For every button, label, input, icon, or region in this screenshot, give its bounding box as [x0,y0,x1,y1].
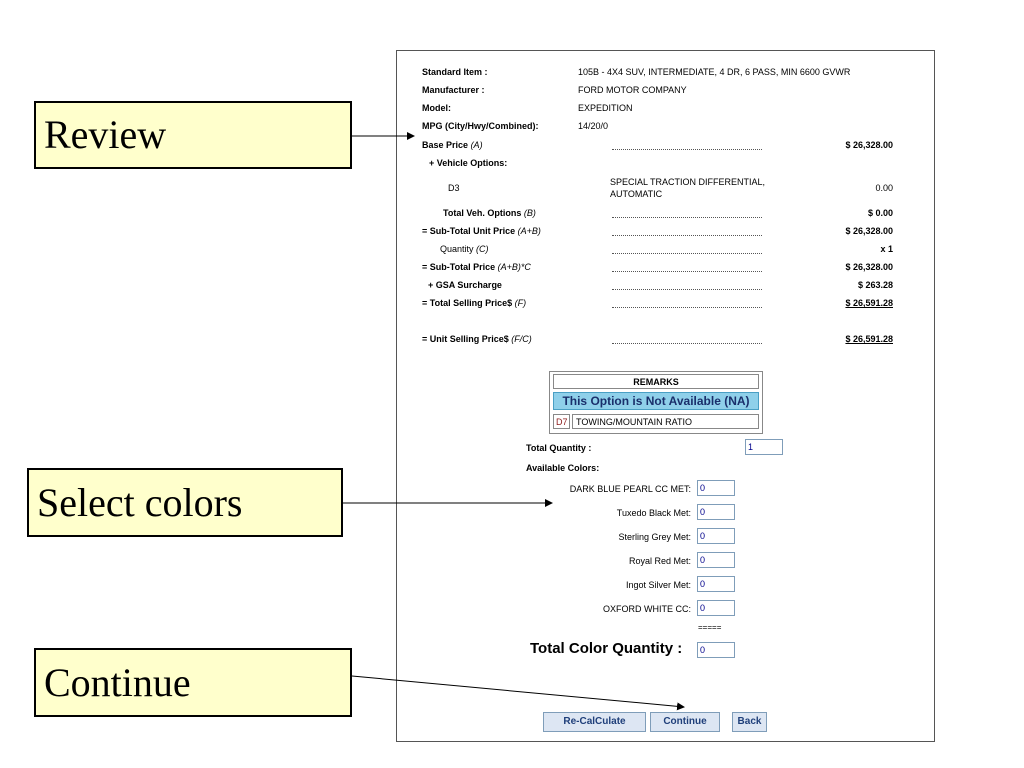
quantity-value: x 1 [880,244,893,254]
color-input-sterling-grey[interactable]: 0 [697,528,735,544]
subtotal-price-label: = Sub-Total Price (A+B)*C [422,262,531,272]
total-selling-label: = Total Selling Price$ (F) [422,298,527,308]
color-input-dark-blue[interactable]: 0 [697,480,735,496]
mpg-label: MPG (City/Hwy/Combined): [422,121,539,131]
manufacturer-label: Manufacturer : [422,85,485,95]
remark-code: D7 [553,414,570,429]
callout-review: Review [34,101,352,169]
subtotal-unit-label: = Sub-Total Unit Price (A+B) [422,226,541,236]
total-options-value: $ 0.00 [867,208,893,218]
model-label: Model: [422,103,451,113]
remark-description: TOWING/MOUNTAIN RATIO [572,414,759,429]
total-quantity-label: Total Quantity : [526,443,592,453]
unit-selling-label: = Unit Selling Price$ (F/C) [422,334,532,344]
standard-item-label: Standard Item : [422,67,488,77]
color-label-oxford-white: OXFORD WHITE CC: [603,604,691,614]
model-value: EXPEDITION [578,103,633,113]
option-price: 0.00 [875,183,893,193]
total-color-quantity-input[interactable]: 0 [697,642,735,658]
color-label-royal-red: Royal Red Met: [628,556,691,566]
subtotal-price-value: $ 26,328.00 [845,262,893,272]
base-price-value: $ 26,328.00 [845,140,893,150]
continue-arrow [352,676,684,707]
total-options-label: Total Veh. Options (B) [443,208,536,218]
continue-button[interactable]: Continue [650,712,720,732]
not-available-banner: This Option is Not Available (NA) [553,392,759,410]
unit-selling-value: $ 26,591.28 [845,334,893,344]
base-price-label: Base Price (A) [422,140,483,150]
color-input-oxford-white[interactable]: 0 [697,600,735,616]
gsa-surcharge-label: + GSA Surcharge [428,280,502,290]
subtotal-unit-value: $ 26,328.00 [845,226,893,236]
color-input-royal-red[interactable]: 0 [697,552,735,568]
recalculate-button[interactable]: Re-CalCulate [543,712,646,732]
color-label-dark-blue: DARK BLUE PEARL CC MET: [569,484,691,494]
manufacturer-value: FORD MOTOR COMPANY [578,85,687,95]
back-button[interactable]: Back [732,712,767,732]
color-label-tuxedo-black: Tuxedo Black Met: [616,508,691,518]
standard-item-value: 105B - 4X4 SUV, INTERMEDIATE, 4 DR, 6 PASS, MIN 6600 GVWR [578,67,851,77]
total-quantity-input[interactable]: 1 [745,439,783,455]
mpg-value: 14/20/0 [578,121,609,131]
option-description: SPECIAL TRACTION DIFFERENTIAL, AUTOMATIC [610,177,766,199]
color-input-ingot-silver[interactable]: 0 [697,576,735,592]
option-code: D3 [448,183,460,193]
vehicle-options-label: + Vehicle Options: [429,158,508,168]
color-label-ingot-silver: Ingot Silver Met: [625,580,691,590]
available-colors-label: Available Colors: [526,463,600,473]
color-input-tuxedo-black[interactable]: 0 [697,504,735,520]
callout-continue: Continue [34,648,352,717]
quantity-separator: ===== [698,623,722,632]
total-selling-value: $ 26,591.28 [845,298,893,308]
gsa-surcharge-value: $ 263.28 [857,280,893,290]
color-label-sterling-grey: Sterling Grey Met: [618,532,691,542]
remarks-header: REMARKS [553,374,759,389]
quantity-label: Quantity (C) [440,244,489,254]
callout-select-colors: Select colors [27,468,343,537]
total-color-quantity-label: Total Color Quantity : [530,640,683,657]
